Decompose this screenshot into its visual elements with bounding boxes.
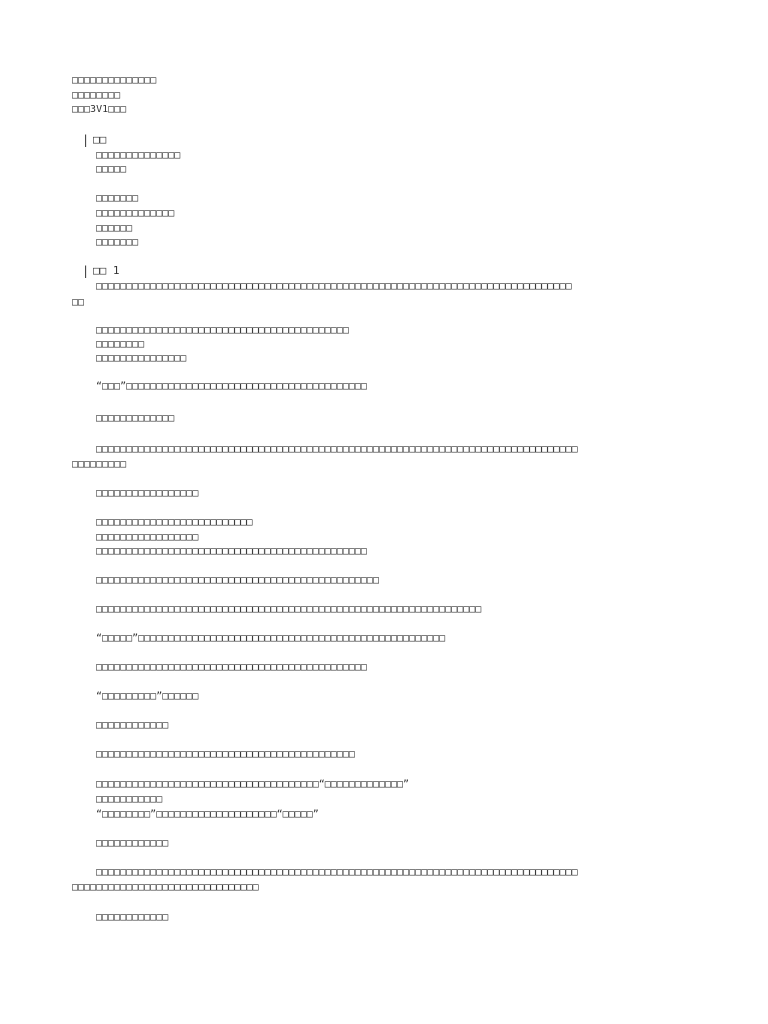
header-line-1: □□□□□□□□□□□□□□ [72,75,157,86]
section-1-line: □□□□□□□ [96,237,139,248]
paragraph: □□□□□□□□□□□□□□□□□□□□□□□□□□□□□□□□□□□□□□□□□□□□□□□ [96,575,379,586]
header-line-3: □□□3V1□□□ [72,104,127,115]
section-2-heading: □□ 1 [93,264,120,277]
paragraph: □□□□□□□□□□□ [96,794,163,805]
paragraph: □□□□□□□□□□□□□□□□□ [96,532,199,543]
paragraph: □□□□□□□□□□□□□□□□□□□□□□□□□□□□□□□□□□□□□□□□□□ [96,325,349,336]
paragraph: □□□□□□□□□□□□□□□□□□□□□□□□□□□□□□□□□□□□□“□□□□□□□□□□□□□” [96,779,410,790]
paragraph: □□□□□□□□□□□□□□□□□□□□□□□□□□ [96,517,253,528]
paragraph: □□□□□□□□□□□□□□□□□□□□□□□□□□□□□□□□□□□□□□□□□□□□□ [96,546,367,557]
paragraph-continuation: □□□□□□□□□ [72,459,127,470]
paragraph: □□□□□□□□□□□□□□□□□□□□□□□□□□□□□□□□□□□□□□□□□□□□□ [96,662,367,673]
section-1-heading: □□ [93,133,107,146]
paragraph: □□□□□□□□□□□□ [96,912,169,923]
paragraph: □□□□□□□□□□□□□□□ [96,353,187,364]
paragraph: □□□□□□□□□□□□ [96,838,169,849]
paragraph: “□□□□□□□□”□□□□□□□□□□□□□□□□□□□□“□□□□□” [96,809,319,820]
section-1-line: □□□□□□□□□□□□□ [96,208,175,219]
section-1-line: □□□□□□ [96,223,133,234]
section-1-line: □□□□□ [96,164,127,175]
section-1-bar: | [82,133,90,147]
paragraph: “□□□□□”□□□□□□□□□□□□□□□□□□□□□□□□□□□□□□□□□□□□□□□□□□□□□□□□□□□ [96,633,446,644]
paragraph: □□□□□□□□□□□□□□□□□□□□□□□□□□□□□□□□□□□□□□□□□□□□□□□□□□□□□□□□□□□□□□□□□□□□□□□□□□□□□□□□ [96,444,578,455]
header-line-2: □□□□□□□□ [72,90,121,101]
paragraph: □□□□□□□□□□□□□□□□□□□□□□□□□□□□□□□□□□□□□□□□□□□□□□□□□□□□□□□□□□□□□□□□□□□□□□□□□□□□□□□□ [96,867,578,878]
paragraph: □□□□□□□□□□□□□□□□□□□□□□□□□□□□□□□□□□□□□□□□□□□□□□□□□□□□□□□□□□□□□□□□ [96,604,482,615]
section-1-line: □□□□□□□□□□□□□□ [96,150,181,161]
section-1-line: □□□□□□□ [96,193,139,204]
paragraph: “□□□”□□□□□□□□□□□□□□□□□□□□□□□□□□□□□□□□□□□□□□□□ [96,381,367,392]
paragraph-continuation: □□ [72,297,85,308]
paragraph-continuation: □□□□□□□□□□□□□□□□□□□□□□□□□□□□□□□ [72,882,259,893]
paragraph: □□□□□□□□□□□□□□□□□ [96,488,199,499]
paragraph: □□□□□□□□□□□□ [96,720,169,731]
paragraph: □□□□□□□□□□□□□ [96,413,175,424]
paragraph: □□□□□□□□□□□□□□□□□□□□□□□□□□□□□□□□□□□□□□□□□□□ [96,749,355,760]
paragraph: □□□□□□□□□□□□□□□□□□□□□□□□□□□□□□□□□□□□□□□□□□□□□□□□□□□□□□□□□□□□□□□□□□□□□□□□□□□□□□□ [96,281,572,292]
paragraph: “□□□□□□□□□”□□□□□□ [96,691,199,702]
section-2-bar: | [82,264,90,278]
paragraph: □□□□□□□□ [96,339,145,350]
